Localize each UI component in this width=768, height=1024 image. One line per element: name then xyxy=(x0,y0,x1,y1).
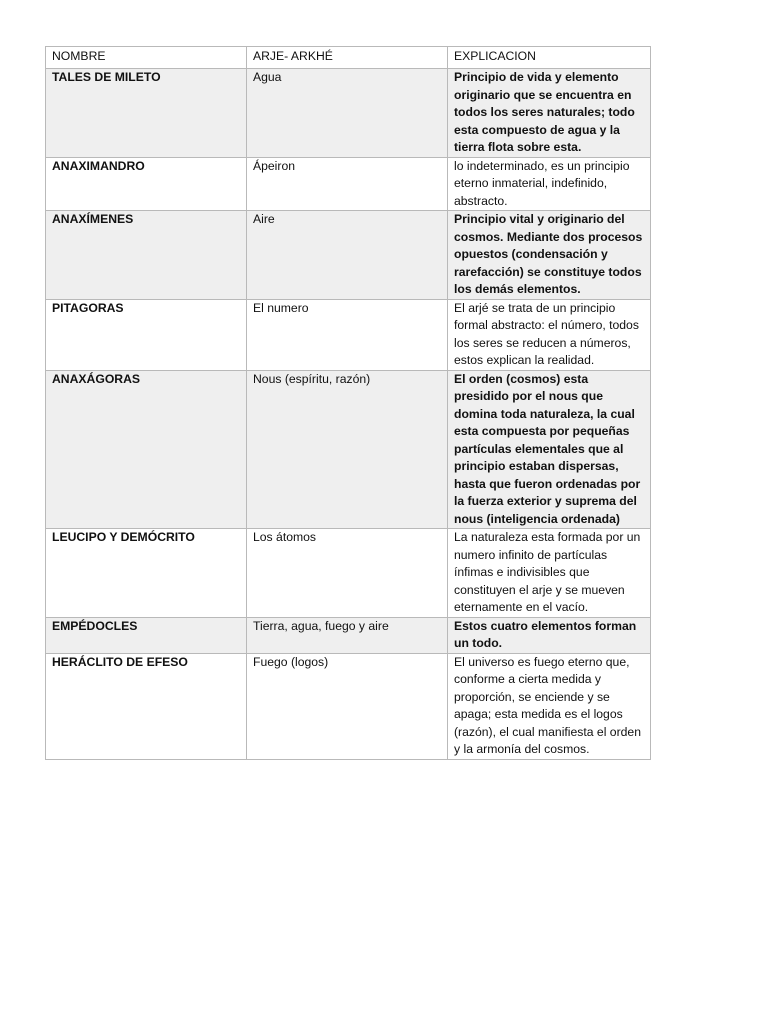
table-row xyxy=(46,617,651,653)
header-arje: ARJE- ARKHÉ xyxy=(247,47,448,69)
table-row xyxy=(46,529,651,618)
philosophers-table xyxy=(45,46,651,760)
row-name: PITAGORAS xyxy=(46,299,247,370)
row-explicacion: Principio de vida y elemento originario que se encuentra en todos los seres naturales; todo esta compuesto de agua y la tierra flota sobre esta. xyxy=(448,69,651,158)
row-explicacion: El arjé se trata de un principio formal abstracto: el número, todos los seres se reducen a números, estos explican la realidad. xyxy=(448,299,651,370)
table-row xyxy=(46,157,651,211)
row-name: LEUCIPO Y DEMÓCRITO xyxy=(46,529,247,618)
row-explicacion: El orden (cosmos) esta presidido por el nous que domina toda naturaleza, la cual esta compuesta por pequeñas partículas elementales que al principio estaban dispersas, hasta que fueron ordenadas por la fuerza exterior y suprema del nous (inteligencia ordenada) xyxy=(448,370,651,529)
header-explicacion: EXPLICACION xyxy=(448,47,651,69)
table-row xyxy=(46,211,651,300)
row-arje: Los átomos xyxy=(247,529,448,618)
row-name: ANAXÁGORAS xyxy=(46,370,247,529)
row-name: ANAXÍMENES xyxy=(46,211,247,300)
table-row xyxy=(46,370,651,529)
row-name: ANAXIMANDRO xyxy=(46,157,247,211)
row-arje: El numero xyxy=(247,299,448,370)
row-name: TALES DE MILETO xyxy=(46,69,247,158)
row-arje: Aire xyxy=(247,211,448,300)
row-arje: Nous (espíritu, razón) xyxy=(247,370,448,529)
row-name: HERÁCLITO DE EFESO xyxy=(46,653,247,759)
table-row xyxy=(46,69,651,158)
row-explicacion: El universo es fuego eterno que, conforme a cierta medida y proporción, se enciende y se apaga; esta medida es el logos (razón), el cual manifiesta el orden y la armonía del cosmos. xyxy=(448,653,651,759)
row-arje: Agua xyxy=(247,69,448,158)
table-row xyxy=(46,653,651,759)
table-row xyxy=(46,299,651,370)
header-nombre: NOMBRE xyxy=(46,47,247,69)
row-explicacion: lo indeterminado, es un principio eterno inmaterial, indefinido, abstracto. xyxy=(448,157,651,211)
row-arje: Tierra, agua, fuego y aire xyxy=(247,617,448,653)
row-arje: Ápeiron xyxy=(247,157,448,211)
row-explicacion: La naturaleza esta formada por un numero infinito de partículas ínfimas e indivisibles que constituyen el arje y se mueven eternamente en el vacío. xyxy=(448,529,651,618)
row-name: EMPÉDOCLES xyxy=(46,617,247,653)
table-header-row xyxy=(46,47,651,69)
row-explicacion: Principio vital y originario del cosmos. Mediante dos procesos opuestos (condensación y rarefacción) se constituye todos los demás elementos. xyxy=(448,211,651,300)
row-explicacion: Estos cuatro elementos forman un todo. xyxy=(448,617,651,653)
row-arje: Fuego (logos) xyxy=(247,653,448,759)
